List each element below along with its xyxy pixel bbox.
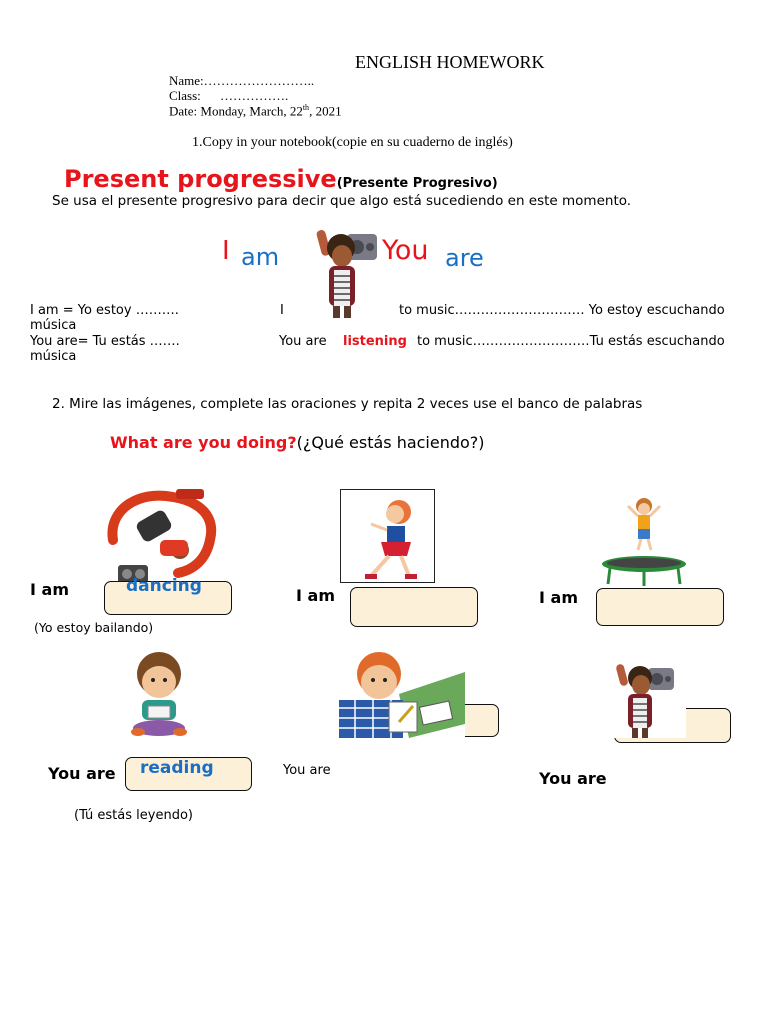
question-spanish: (¿Qué estás haciendo?) [296,433,485,452]
girl-jumping-trampoline-illustration [598,492,690,588]
date-prefix: Date: Monday, March, 22 [169,103,303,119]
example-2-you-are: You are [279,334,327,349]
answer-box-2[interactable] [350,587,478,627]
example-2-right: to music………………………Tu estás escuchando [417,334,725,349]
date-suffix: , 2021 [309,103,342,119]
section-title-main: Present progressive [64,165,337,193]
answer-1-text: dancing [126,576,202,596]
example-1-left: I am = Yo estoy ………. [30,303,179,318]
boy-listening-music-illustration [307,226,382,318]
class-label: Class: [169,88,201,103]
instruction-1: 1.Copy in your notebook(copie en su cuaderno de inglés) [192,135,513,150]
section-title [64,165,498,193]
class-dots: ……………. [220,88,289,103]
answer-4-text: reading [140,758,214,778]
word-you: You [382,235,429,266]
boy-listening-music-small-illustration [612,660,686,738]
section-title-sub: (Presente Progresivo) [336,176,498,191]
girl-walking-illustration [340,489,435,583]
exercise-1-label: I am [30,580,69,599]
instruction-2: 2. Mire las imágenes, complete las oraciones y repita 2 veces use el banco de palabras [52,396,643,412]
exercise-2-label: I am [296,586,335,605]
word-am: am [241,243,280,271]
example-1-right: to music………………………… Yo estoy escuchando [399,303,725,318]
boy-reading-illustration [128,648,190,740]
date-sup: th [302,103,310,112]
question [110,433,485,452]
definition-text: Se usa el presente progresivo para decir que algo está sucediendo en este momento. [52,193,632,209]
example-1-wrap: música [30,318,77,333]
class-line [169,88,288,104]
page-title: ENGLISH HOMEWORK [355,52,545,72]
word-are: are [445,244,484,272]
translation-1: (Yo estoy bailando) [34,620,154,635]
question-english: What are you doing? [110,433,297,452]
exercise-5-label: You are [283,763,331,778]
word-i: I [222,236,230,266]
boy-breakdancing-illustration [98,485,238,585]
example-1-i: I [280,303,284,318]
exercise-6-label: You are [539,769,607,788]
answer-box-3[interactable] [596,588,724,626]
exercise-3-label: I am [539,588,578,607]
exercise-4-label: You are [48,764,116,783]
example-2-listening: listening [343,334,407,349]
boy-writing-illustration [339,644,465,738]
name-line: Name:…………………….. [169,73,315,88]
date-line [169,103,342,119]
example-2-left: You are= Tu estás ……. [30,334,180,349]
translation-4: (Tú estás leyendo) [74,808,193,823]
example-2-wrap: música [30,349,77,364]
